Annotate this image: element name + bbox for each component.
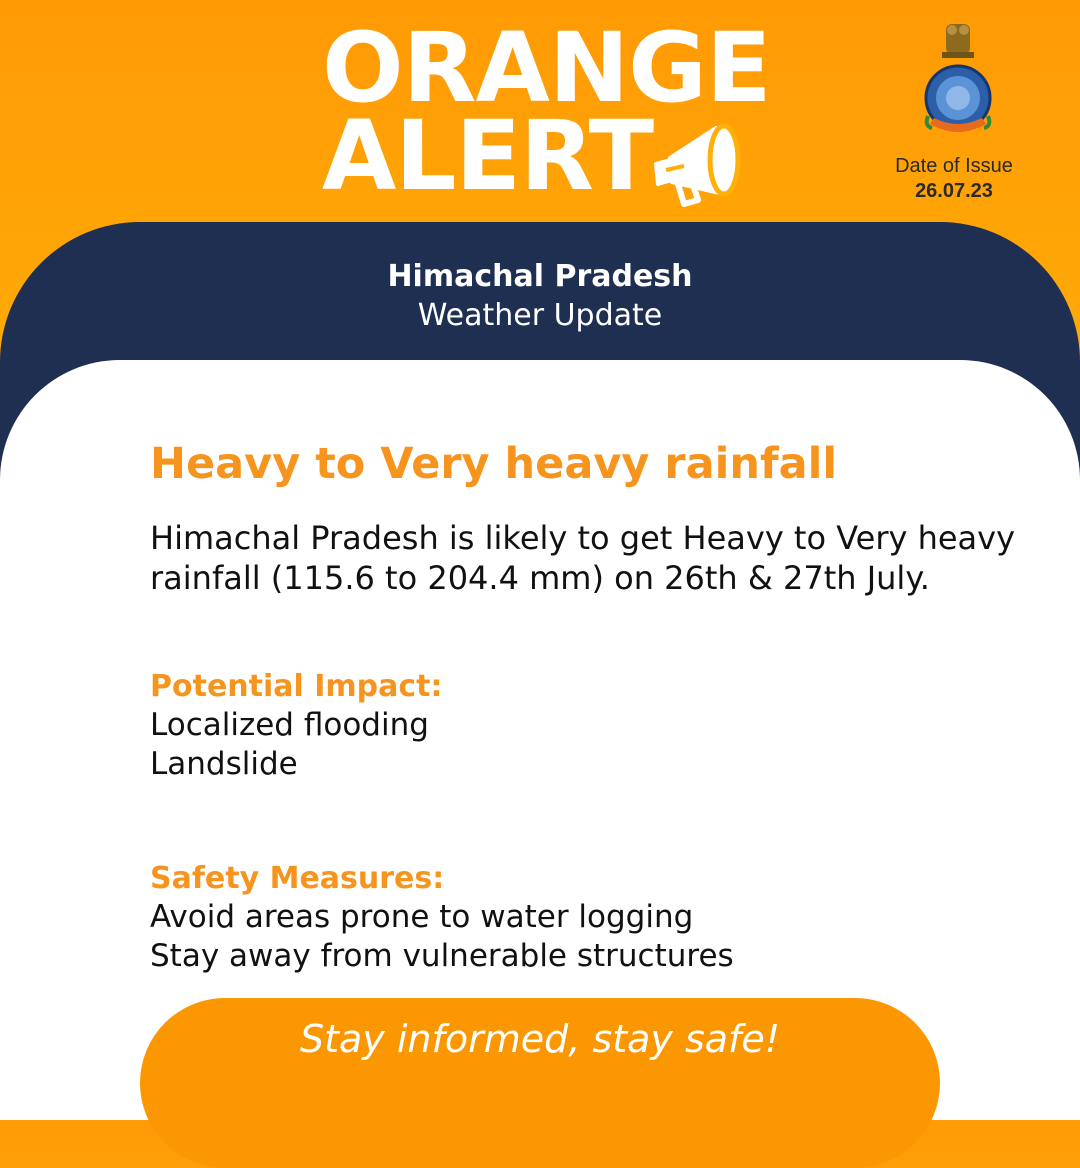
safety-label: Safety Measures: <box>150 861 445 896</box>
safety-section <box>150 860 1020 976</box>
impact-section <box>150 668 1020 784</box>
alert-title-line1: ORANGE <box>322 12 771 124</box>
headline: Heavy to Very heavy rainfall <box>150 439 838 489</box>
update-subtitle: Weather Update <box>417 298 663 333</box>
date-of-issue <box>870 154 1038 204</box>
date-label: Date of Issue <box>895 155 1013 177</box>
government-emblem-logo <box>918 16 998 136</box>
summary-text: Himachal Pradesh is likely to get Heavy to Very heavy rainfall (115.6 to 204.4 mm) on 26th & 27th July. <box>150 519 1016 597</box>
footer-tagline: Stay informed, stay safe! <box>299 1017 781 1061</box>
megaphone-icon <box>648 108 760 208</box>
region-title: Himachal Pradesh <box>387 259 693 294</box>
alert-title-line2: ALERT <box>322 100 654 212</box>
impact-item: Landslide <box>150 746 298 782</box>
impact-label: Potential Impact: <box>150 669 443 704</box>
safety-item: Stay away from vulnerable structures <box>150 938 734 974</box>
impact-item: Localized flooding <box>150 707 429 743</box>
safety-item: Avoid areas prone to water logging <box>150 899 694 935</box>
date-value: 26.07.23 <box>915 180 993 202</box>
